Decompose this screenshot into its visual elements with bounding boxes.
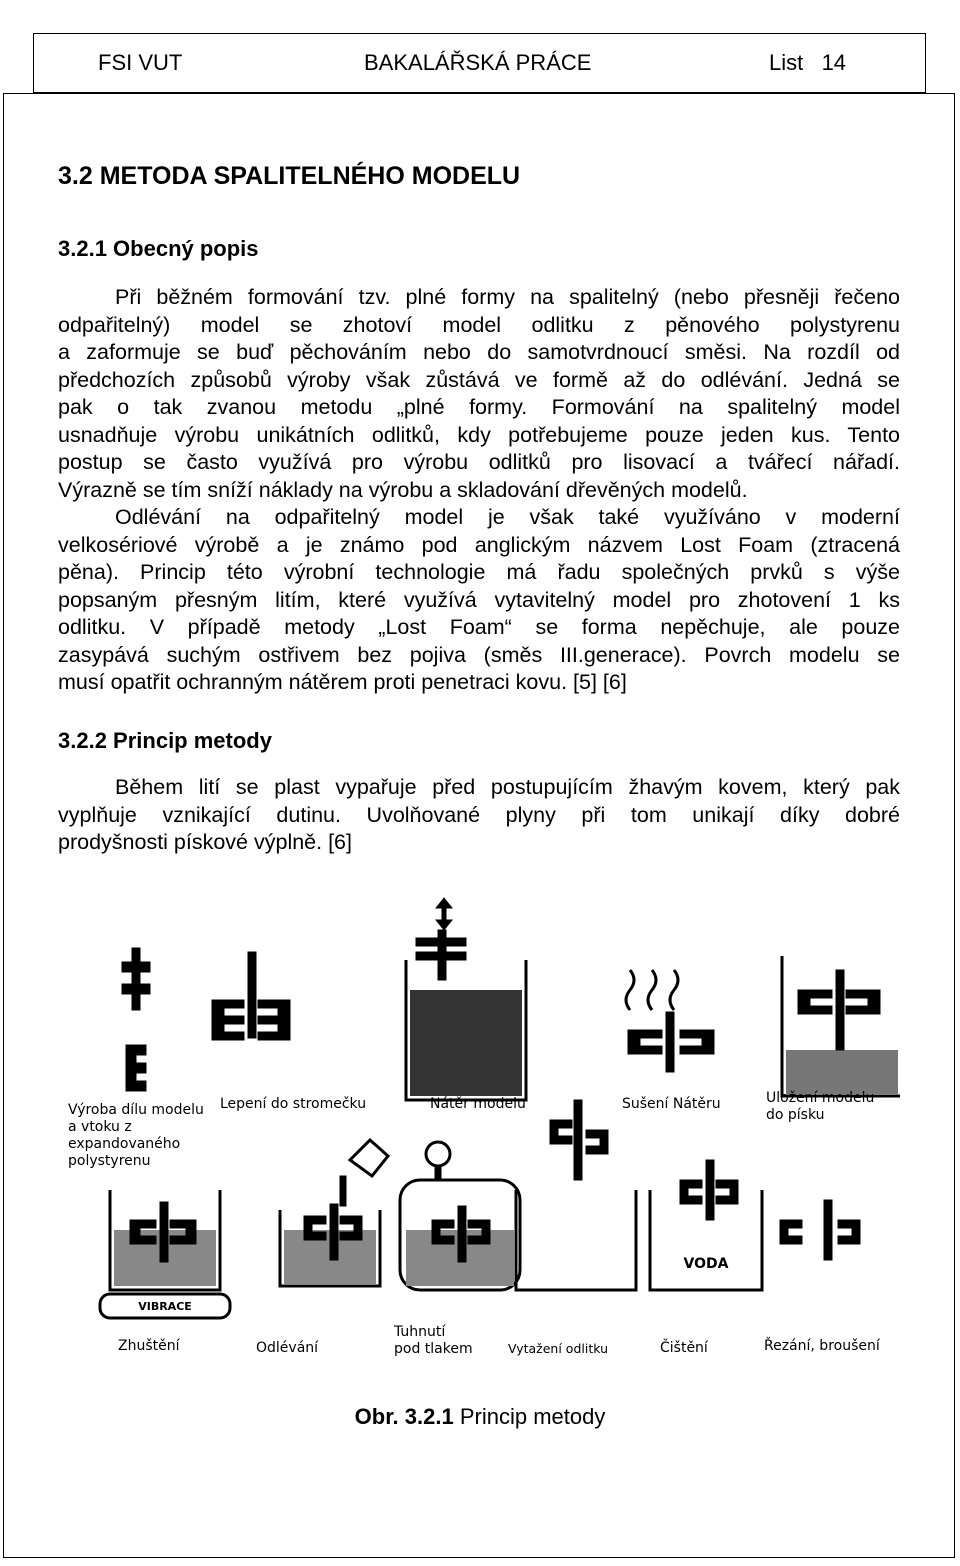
text-line: vyplňuje vznikající dutinu. Uvolňované plyny při tom unikají díky dobré [58,802,900,827]
page-header [33,33,926,93]
extraction-icon [516,1100,636,1290]
text-line: Odlévání na odpařitelný model je však také využíváno v moderní [115,505,900,529]
caption-step-4: Sušení Nátěru [622,1096,721,1112]
subsection-title-2: 3.2.2 Princip metody [58,728,272,753]
model-part-icon [122,948,150,1091]
caption-step-9: Vytažení odlitku [508,1341,608,1356]
caption-step-5: Uložení modelu do písku [766,1090,875,1123]
figure-title: Princip metody [453,1404,606,1429]
pouring-icon [280,1140,388,1286]
caption-step-11: Řezání, broušení [764,1338,880,1354]
header-page-number: List 14 [769,50,847,75]
sand-flask-icon [782,956,900,1096]
text-line: Při běžném formování tzv. plné formy na spalitelný (nebo přesněji řečeno [115,285,900,309]
figure-number: Obr. 3.2.1 [354,1404,454,1429]
text-line: předchozích způsobů výroby však zůstává ve formě až do odlévání. Jedná se [58,367,900,392]
caption-step-3: Nátěr modelu [430,1096,526,1112]
text-line: a zaformuje se buď pěchováním nebo do samotvrdnoucí směsi. Na rozdíl od [58,340,900,364]
coating-bath-icon [406,898,526,1100]
text-line: pak o tak zvanou metodu „plné formy. Formování na spalitelný model [58,395,900,419]
paragraph-obecny-popis [58,284,900,697]
cut-castings-icon [780,1200,860,1260]
caption-step-1: Výroba dílu modelu a vtoku z expandovaného polystyrenu [68,1102,204,1169]
text-line: pěna). Princip této výrobní technologie má řadu společných prvků s výše [58,560,900,584]
caption-step-6: Zhuštění [118,1338,180,1354]
text-line: zasypává suchým ostřivem bez pojiva (směs III.generace). Povrch modelu se [58,642,900,667]
subsection-title-1: 3.2.1 Obecný popis [58,236,259,261]
voda-label: VODA [683,1256,729,1272]
vibration-table-icon [100,1190,230,1318]
vibrace-label: VIBRACE [138,1300,192,1313]
dried-model-icon [628,1012,714,1072]
text-line: postup se často využívá pro výrobu odlitků pro lisovací a tvářecí nářadí. [58,450,900,474]
header-document-type: BAKALÁŘSKÁ PRÁCE [364,50,592,75]
drying-icon [626,970,678,1010]
header-institution: FSI VUT [98,50,183,75]
text-line: usnadňuje výrobu unikátních odlitků, kdy potřebujeme pouze jeden kus. Tento [58,422,900,447]
text-line: odlitku. V případě metody „Lost Foam“ se forma nepěchuje, ale pouze [58,615,900,639]
caption-step-7: Odlévání [256,1340,319,1356]
figure-caption [0,1404,960,1430]
section-title: 3.2 METODA SPALITELNÉHO MODELU [58,162,521,190]
text-line: Během lití se plast vypařuje před postupujícím žhavým kovem, který pak [115,775,900,799]
text-line: prodyšnosti pískové výplně. [6] [58,830,352,854]
caption-step-2: Lepení do stromečku [220,1096,367,1112]
process-figure [60,890,900,1370]
text-line: popsaným přesným litím, které využívá vytavitelný model pro zhotovení 1 ks [58,587,900,612]
pressure-chamber-icon [400,1142,520,1290]
text-line: odpařitelný) model se zhotoví model odlitku z pěnového polystyrenu [58,312,900,337]
text-line: velkosériové výrobě a je známo pod anglickým názvem Lost Foam (ztracená [58,532,900,557]
paragraph-princip-metody [58,774,900,857]
model-tree-icon [212,952,290,1040]
text-line: Výrazně se tím sníží náklady na výrobu a skladování dřevěných modelů. [58,477,748,502]
caption-step-10: Čištění [660,1340,708,1356]
text-line: musí opatřit ochranným nátěrem proti penetraci kovu. [5] [6] [58,670,627,694]
caption-step-8: Tuhnutí pod tlakem [394,1324,473,1357]
